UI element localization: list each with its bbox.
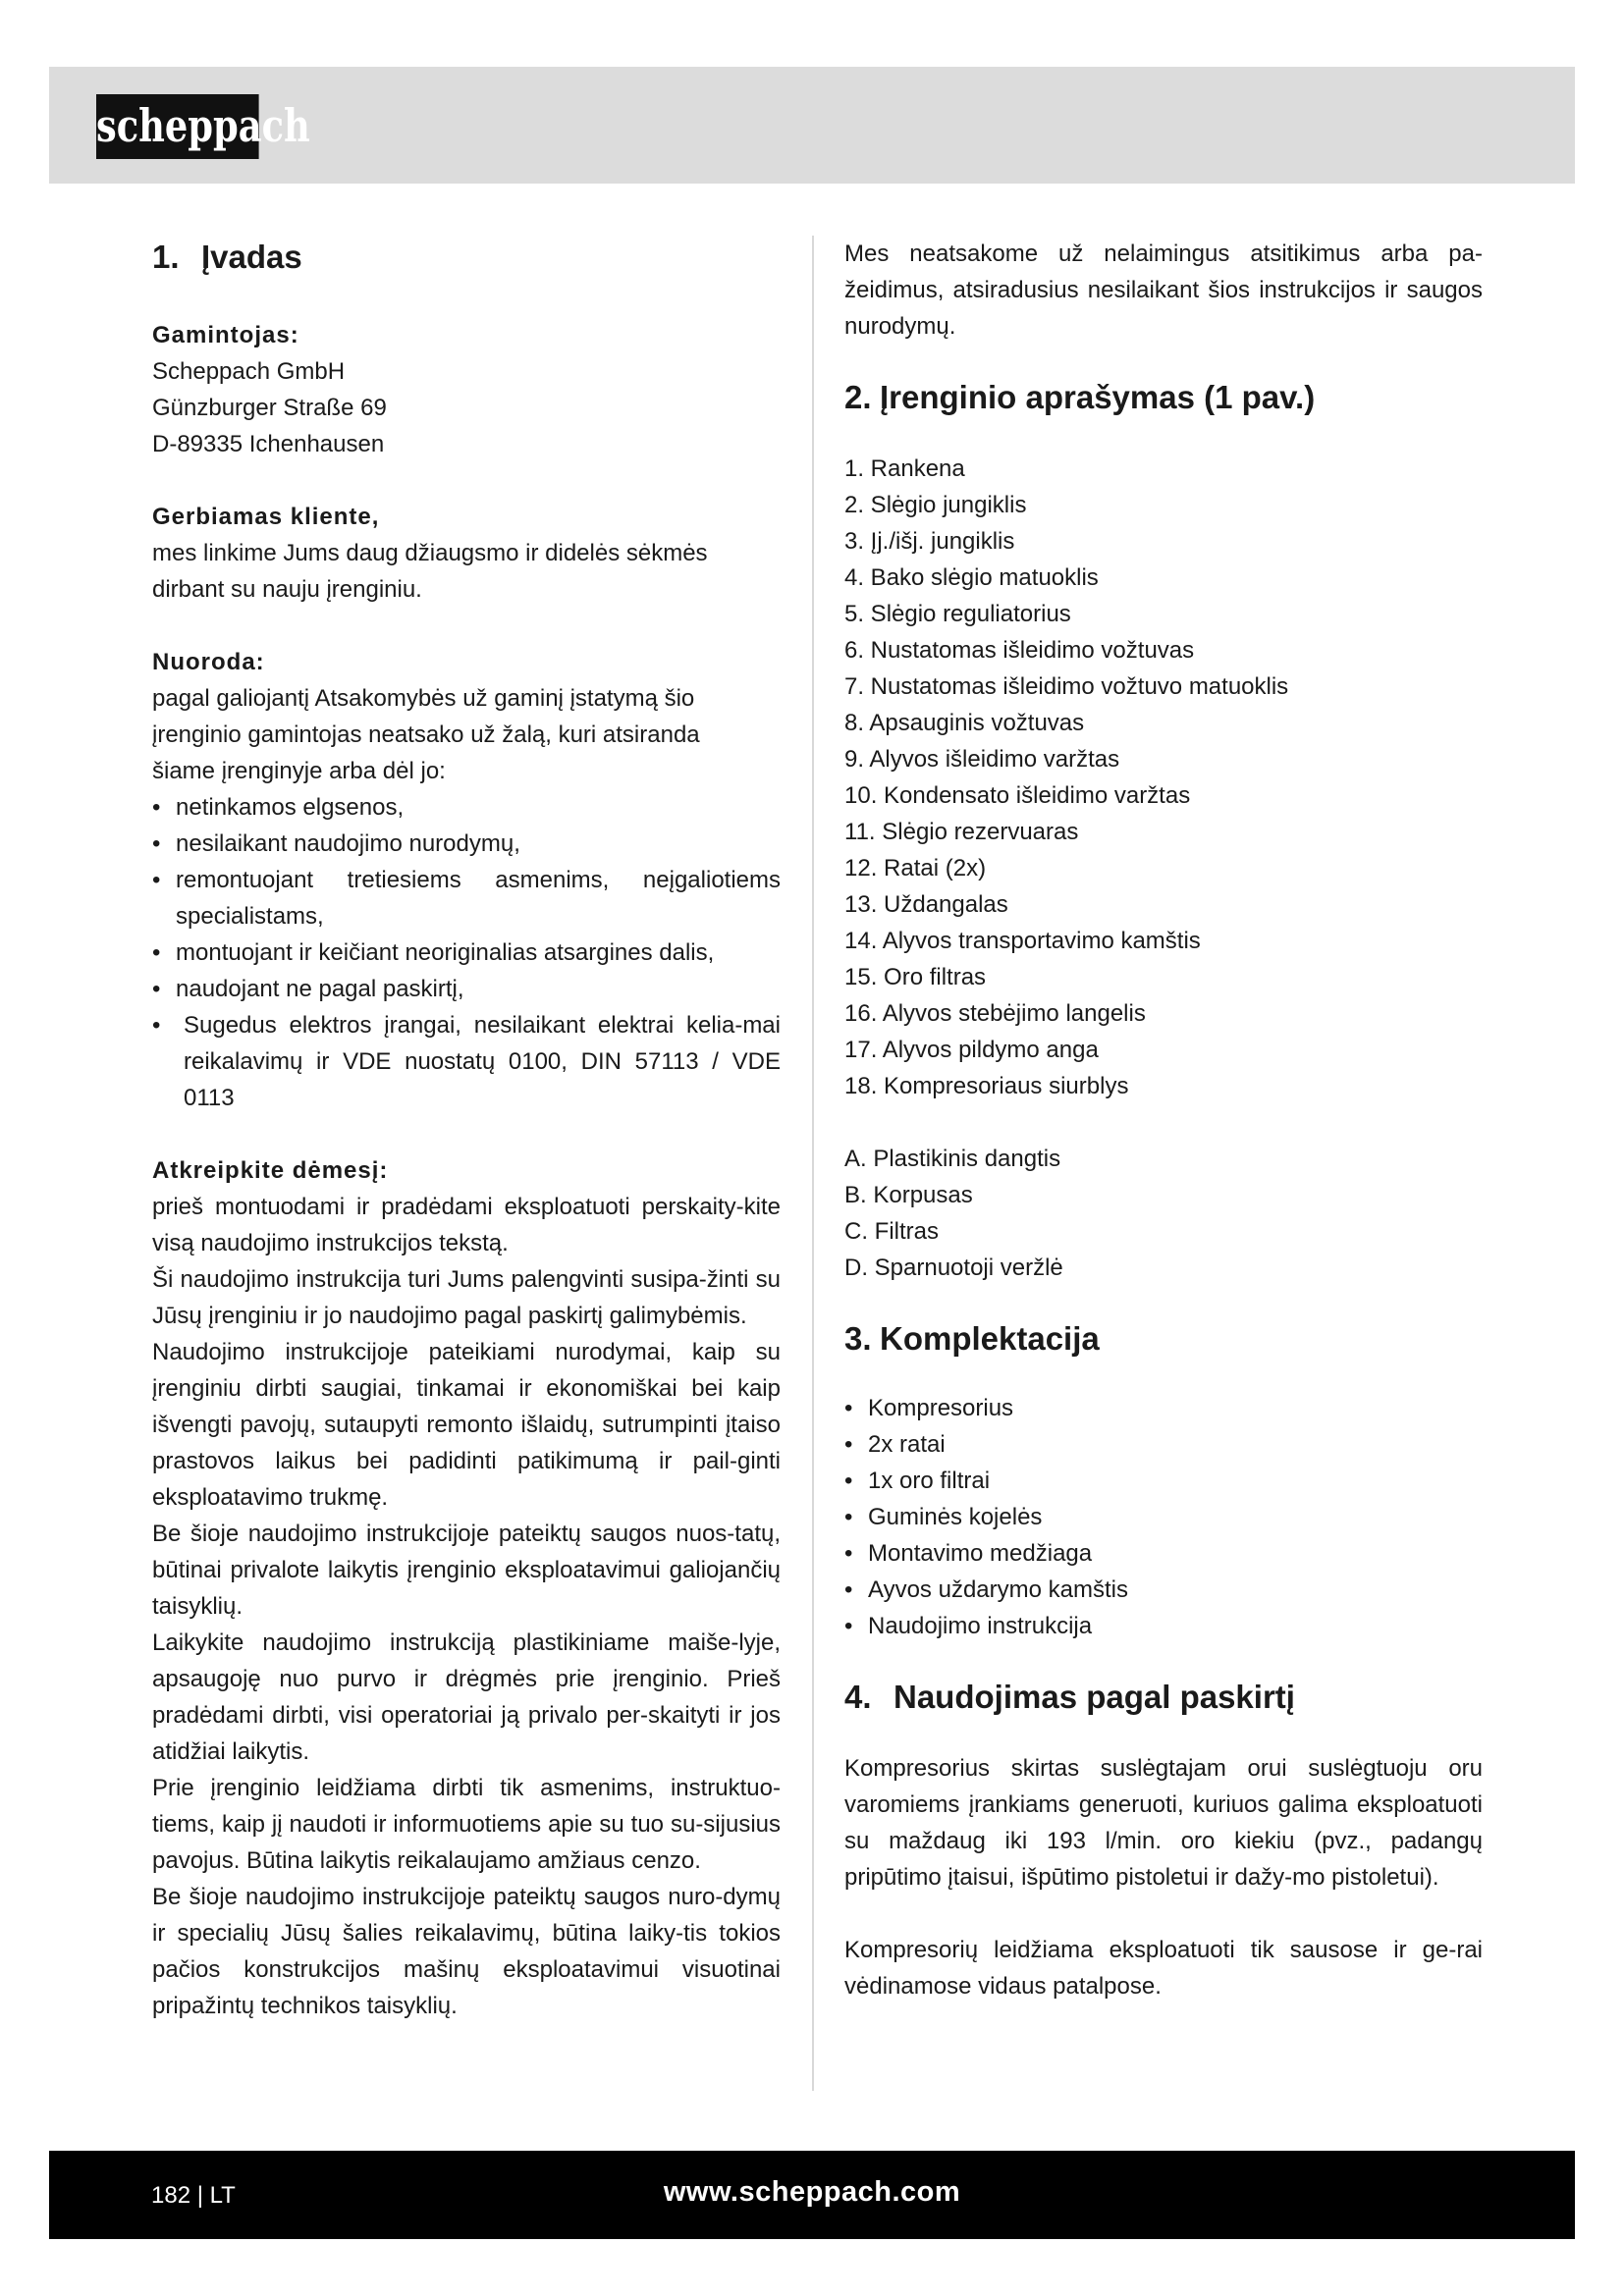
section-heading-use: 4. Naudojimas pagal paskirtį	[844, 1679, 1295, 1715]
section-heading-device: 2. Įrenginio aprašymas (1 pav.)	[844, 379, 1316, 415]
note-bullet-list	[152, 789, 781, 1116]
manufacturer-label: Gamintojas:	[152, 322, 299, 348]
list-item: • remontuojant tretiesiems asmenims, neįgaliotiems specialistams,	[152, 867, 781, 930]
attention-paragraph: Laikykite naudojimo instrukciją plastikiniame maiše-lyje, apsaugoję nuo purvo ir drėgmės prie įrenginio. Prieš pradėdami dirbti, visi operatoriai ją privalo per-skaityti ir jos atidžiai laikytis.	[152, 1629, 781, 1765]
filter-parts-list	[844, 1141, 1483, 1286]
list-item: 3. Įj./išj. jungiklis	[844, 528, 1015, 555]
list-item: 5. Slėgio reguliatorius	[844, 601, 1071, 627]
left-column	[152, 236, 781, 2024]
list-item: • Naudojimo instrukcija	[844, 1613, 1093, 1639]
customer-label: Gerbiamas kliente,	[152, 504, 380, 530]
list-item: 6. Nustatomas išleidimo vožtuvas	[844, 637, 1195, 664]
attention-paragraph: prieš montuodami ir pradėdami eksploatuoti perskaity-kite visą naudojimo instrukcijos tekstą.	[152, 1194, 781, 1256]
page-number: 182 | LT	[151, 2182, 236, 2209]
list-item: D. Sparnuotoji veržlė	[844, 1255, 1063, 1281]
attention-label: Atkreipkite dėmesį:	[152, 1157, 389, 1184]
list-item: • montuojant ir keičiant neoriginalias atsargines dalis,	[152, 939, 715, 966]
liability-text: Mes neatsakome už nelaimingus atsitikimus arba pa-žeidimus, atsiradusius nesilaikant šios instrukcijos ir saugos nurodymų.	[844, 240, 1483, 340]
list-item: 16. Alyvos stebėjimo langelis	[844, 1000, 1146, 1027]
attention-paragraph: Naudojimo instrukcijoje pateikiami nurodymai, kaip su įrenginiu dirbti saugiai, tinkamai ir ekonomiškai bei kaip išvengti pavojų, sutaupyti remonto išlaidų, sutrumpinti įtaiso prastovos laikus bei padidinti patikimumą ir pail-ginti eksploatavimo trukmę.	[152, 1339, 781, 1511]
scheppach-logo: scheppach	[96, 94, 259, 159]
list-item: 17. Alyvos pildymo anga	[844, 1037, 1099, 1063]
list-item: 4. Bako slėgio matuoklis	[844, 564, 1099, 591]
list-item: • naudojant ne pagal paskirtį,	[152, 976, 464, 1002]
device-parts-list	[844, 451, 1483, 1104]
list-item: • nesilaikant naudojimo nurodymų,	[152, 830, 520, 857]
attention-paragraph: Be šioje naudojimo instrukcijoje pateiktų saugos nuos-tatų, būtinai privalote laikytis įrenginio eksploatavimui galiojančių taisyklių.	[152, 1521, 781, 1620]
list-item: 10. Kondensato išleidimo varžtas	[844, 782, 1191, 809]
list-item: • Guminės kojelės	[844, 1504, 1043, 1530]
customer-line: dirbant su nauju įrenginiu.	[152, 576, 422, 603]
section-heading-kit: 3. Komplektacija	[844, 1320, 1100, 1357]
page-footer	[49, 2151, 1575, 2239]
list-item: 15. Oro filtras	[844, 964, 987, 990]
note-label: Nuoroda:	[152, 649, 265, 675]
manufacturer-line: D-89335 Ichenhausen	[152, 431, 385, 457]
use-paragraph: Kompresorių leidžiama eksploatuoti tik sausose ir ge-rai vėdinamose vidaus patalpose.	[844, 1937, 1483, 2000]
right-column	[844, 236, 1483, 2004]
manufacturer-line: Scheppach GmbH	[152, 358, 346, 385]
website-link[interactable]: www.scheppach.com	[663, 2176, 961, 2208]
list-item: • Sugedus elektros įrangai, nesilaikant elektrai kelia-mai reikalavimų ir VDE nuostatų 0100, DIN 57113 / VDE 0113	[152, 1012, 781, 1111]
attention-paragraph: Be šioje naudojimo instrukcijoje pateiktų saugos nuro-dymų ir specialių Jūsų šalies reikalavimų, būtina laiky-tis tokios pačios konstrukcijos mašinų eksploatavimui visuotinai pripažintų technikos taisyklių.	[152, 1884, 781, 2019]
list-item: 7. Nustatomas išleidimo vožtuvo matuoklis	[844, 673, 1289, 700]
page-header	[49, 67, 1575, 184]
list-item: 13. Uždangalas	[844, 891, 1008, 918]
list-item: • 1x oro filtrai	[844, 1468, 991, 1494]
list-item: 2. Slėgio jungiklis	[844, 492, 1027, 518]
list-item: • Kompresorius	[844, 1395, 1014, 1421]
use-paragraph: Kompresorius skirtas suslėgtajam orui suslėgtuoju oru varomiems įrankiams generuoti, kuriuos galima eksploatuoti su maždaug iki 193 l/min. oro kiekiu (pvz., padangų pripūtimo įtaisui, išpūtimo pistoletui ir dažy-mo pistoletui).	[844, 1755, 1483, 1891]
list-item: 8. Apsauginis vožtuvas	[844, 710, 1085, 736]
list-item: 18. Kompresoriaus siurblys	[844, 1073, 1129, 1099]
kit-list	[844, 1390, 1483, 1644]
list-item: 9. Alyvos išleidimo varžtas	[844, 746, 1120, 773]
note-line: įrenginio gamintojas neatsako už žalą, kuri atsiranda	[152, 721, 700, 748]
manufacturer-line: Günzburger Straße 69	[152, 395, 387, 421]
list-item: A. Plastikinis dangtis	[844, 1146, 1061, 1172]
customer-line: mes linkime Jums daug džiaugsmo ir didelės sėkmės	[152, 540, 708, 566]
attention-paragraph: Ši naudojimo instrukcija turi Jums palengvinti susipa-žinti su Jūsų įrenginiu ir jo naudojimo pagal paskirtį galimybėmis.	[152, 1266, 781, 1329]
note-line: šiame įrenginyje arba dėl jo:	[152, 758, 446, 784]
list-item: C. Filtras	[844, 1218, 939, 1245]
section-heading-intro: 1. Įvadas	[152, 239, 302, 275]
note-line: pagal galiojantį Atsakomybės už gaminį įstatymą šio	[152, 685, 695, 712]
list-item: B. Korpusas	[844, 1182, 973, 1208]
list-item: • Montavimo medžiaga	[844, 1540, 1093, 1567]
list-item: 14. Alyvos transportavimo kamštis	[844, 928, 1201, 954]
column-divider	[812, 236, 814, 2091]
list-item: • netinkamos elgsenos,	[152, 794, 405, 821]
attention-paragraph: Prie įrenginio leidžiama dirbti tik asmenims, instruktuo-tiems, kaip jį naudoti ir informuotiems apie su tuo su-sijusius pavojus. Būtina laikytis reikalaujamo amžiaus cenzo.	[152, 1775, 781, 1874]
list-item: 11. Slėgio rezervuaras	[844, 819, 1079, 845]
list-item: • Ayvos uždarymo kamštis	[844, 1576, 1128, 1603]
list-item: • 2x ratai	[844, 1431, 946, 1458]
list-item: 12. Ratai (2x)	[844, 855, 987, 881]
list-item: 1. Rankena	[844, 455, 965, 482]
